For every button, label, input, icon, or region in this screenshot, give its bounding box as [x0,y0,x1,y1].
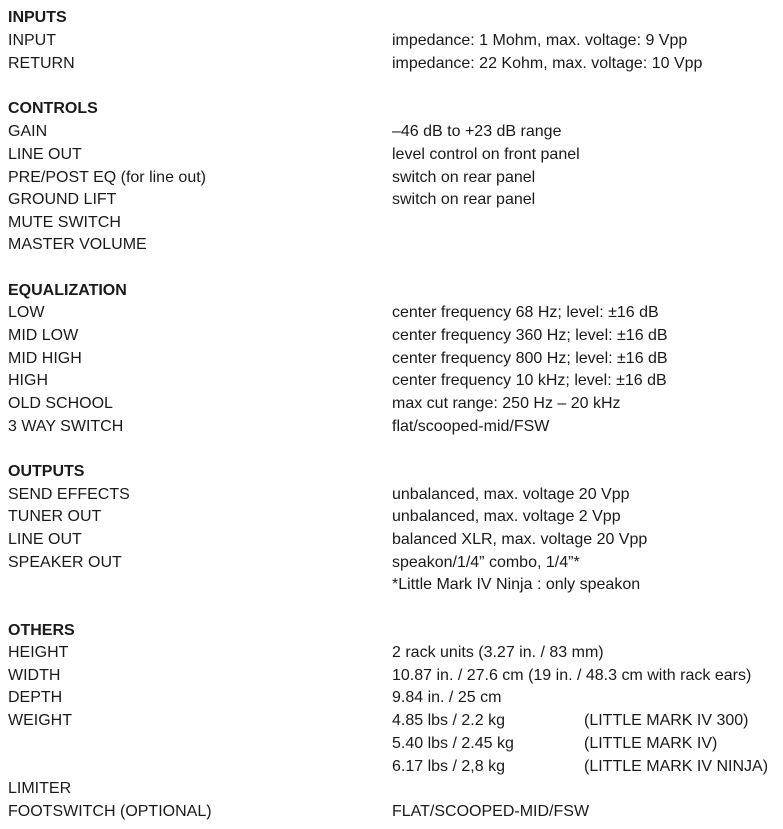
spec-value-height: 2 rack units (3.27 in. / 83 mm) [392,644,604,661]
spec-value-ground-lift: switch on rear panel [392,191,536,208]
spec-value-pre-post-eq: switch on rear panel [392,169,536,186]
spec-value-mid-high: center frequency 800 Hz; level: ±16 dB [392,350,668,367]
section-heading-equalization: EQUALIZATION [8,282,127,299]
spec-value-weight-mark-iv: 5.40 lbs / 2.45 kg [392,735,514,752]
spec-label-pre-post-eq: PRE/POST EQ (for line out) [8,169,206,186]
spec-value-width: 10.87 in. / 27.6 cm (19 in. / 48.3 cm with rack ears) [392,667,752,684]
weight-model-ninja: (LITTLE MARK IV NINJA) [584,758,769,775]
spec-label-weight: WEIGHT [8,712,72,729]
section-heading-inputs: INPUTS [8,9,67,26]
spec-label-input: INPUT [8,32,56,49]
spec-label-width: WIDTH [8,667,61,684]
spec-value-send-effects: unbalanced, max. voltage 20 Vpp [392,486,630,503]
spec-value-return: impedance: 22 Kohm, max. voltage: 10 Vpp [392,55,703,72]
spec-label-height: HEIGHT [8,644,69,661]
spec-value-3-way-switch: flat/scooped-mid/FSW [392,418,550,435]
spec-value-old-school: max cut range: 250 Hz – 20 kHz [392,395,621,412]
spec-value-tuner-out: unbalanced, max. voltage 2 Vpp [392,508,621,525]
spec-value-gain: –46 dB to +23 dB range [392,123,562,140]
spec-value-line-out-control: level control on front panel [392,146,580,163]
spec-label-line-out: LINE OUT [8,531,82,548]
spec-label-limiter: LIMITER [8,780,72,797]
spec-value-weight-ninja: 6.17 lbs / 2,8 kg [392,758,505,775]
spec-label-high: HIGH [8,372,48,389]
spec-value-input: impedance: 1 Mohm, max. voltage: 9 Vpp [392,32,688,49]
spec-label-gain: GAIN [8,123,48,140]
spec-value-weight-300: 4.85 lbs / 2.2 kg [392,712,505,729]
section-heading-others: OTHERS [8,622,75,639]
spec-label-depth: DEPTH [8,689,63,706]
spec-label-speaker-out: SPEAKER OUT [8,554,122,571]
section-heading-controls: CONTROLS [8,100,98,117]
spec-label-mid-high: MID HIGH [8,350,82,367]
spec-label-mute-switch: MUTE SWITCH [8,214,121,231]
spec-value-footswitch: FLAT/SCOOPED-MID/FSW [392,803,590,820]
spec-value-speaker-out: speakon/1/4” combo, 1/4”* [392,554,580,571]
spec-value-mid-low: center frequency 360 Hz; level: ±16 dB [392,327,668,344]
spec-label-tuner-out: TUNER OUT [8,508,102,525]
spec-label-master-volume: MASTER VOLUME [8,236,147,253]
spec-label-old-school: OLD SCHOOL [8,395,113,412]
spec-label-return: RETURN [8,55,75,72]
weight-model-300: (LITTLE MARK IV 300) [584,712,749,729]
spec-value-high: center frequency 10 kHz; level: ±16 dB [392,372,667,389]
spec-label-ground-lift: GROUND LIFT [8,191,117,208]
spec-label-send-effects: SEND EFFECTS [8,486,130,503]
weight-model-mark-iv: (LITTLE MARK IV) [584,735,718,752]
spec-label-line-out-control: LINE OUT [8,146,82,163]
spec-value-line-out: balanced XLR, max. voltage 20 Vpp [392,531,648,548]
spec-label-footswitch: FOOTSWITCH (OPTIONAL) [8,803,212,820]
spec-label-mid-low: MID LOW [8,327,79,344]
section-heading-outputs: OUTPUTS [8,463,85,480]
speaker-out-footnote: *Little Mark IV Ninja : only speakon [392,576,641,593]
spec-label-3-way-switch: 3 WAY SWITCH [8,418,124,435]
spec-value-low: center frequency 68 Hz; level: ±16 dB [392,304,659,321]
spec-label-low: LOW [8,304,45,321]
spec-value-depth: 9.84 in. / 25 cm [392,689,502,706]
